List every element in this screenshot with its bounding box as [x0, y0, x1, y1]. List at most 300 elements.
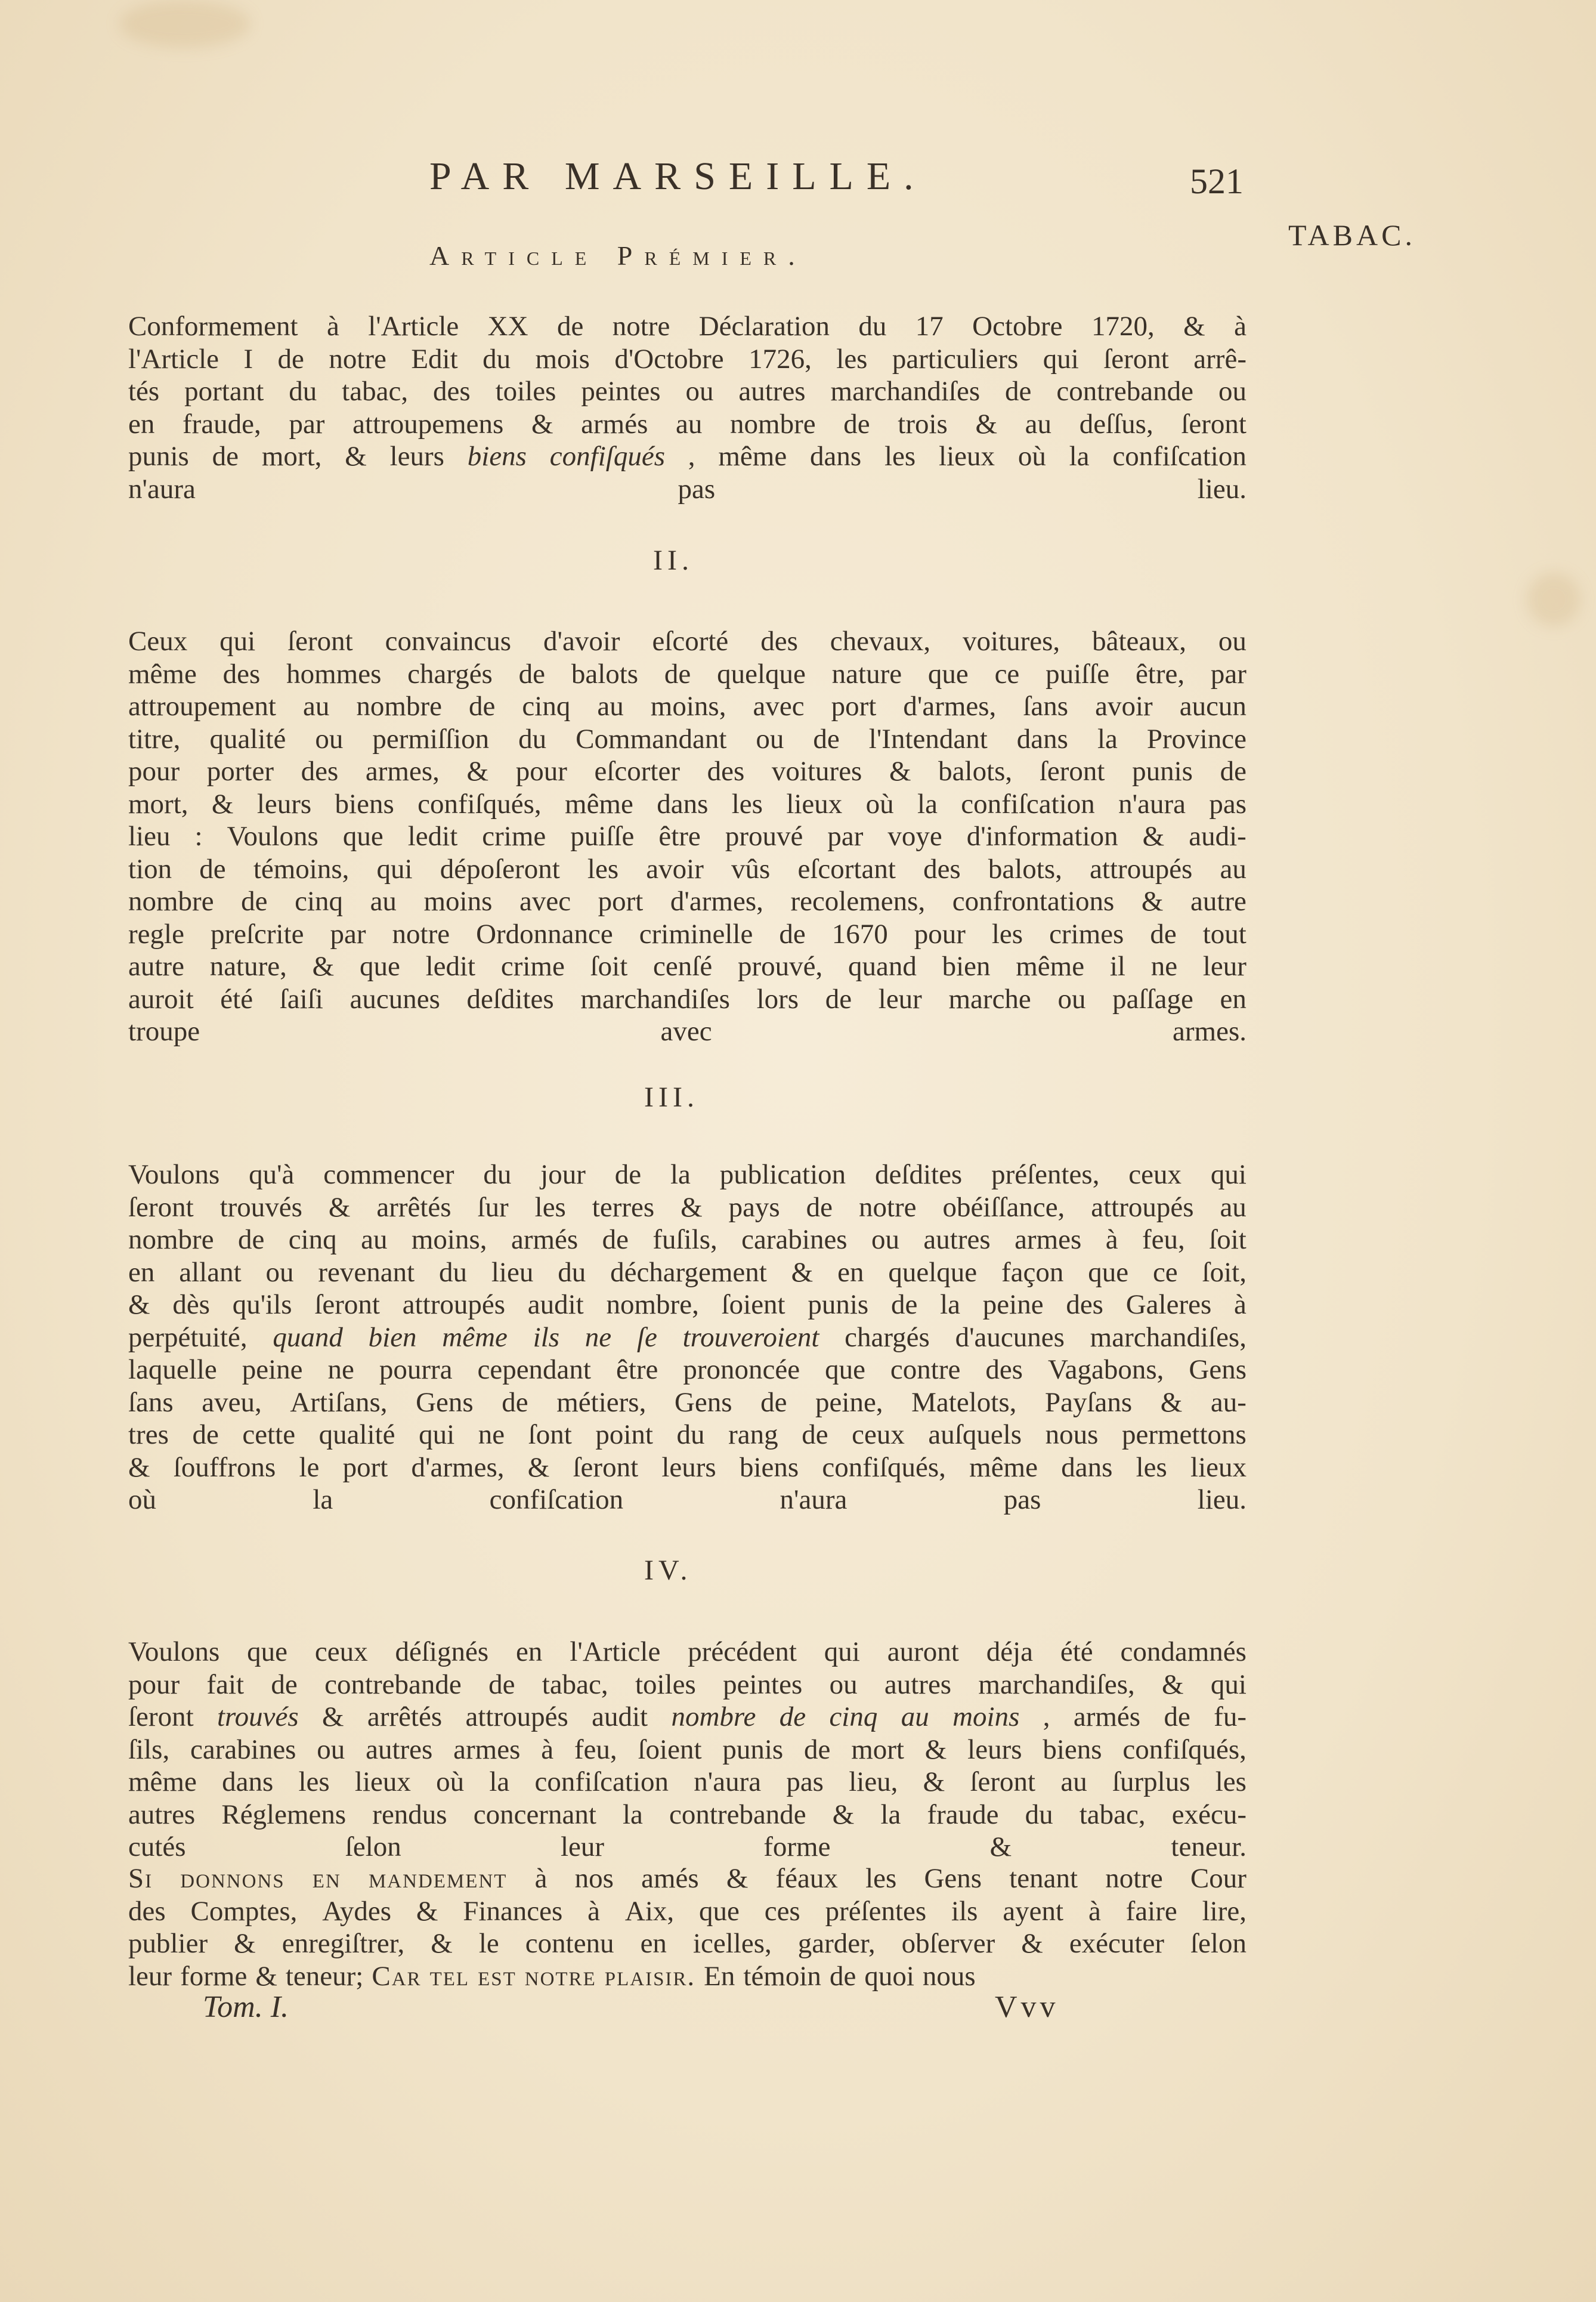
word: vûs [731, 853, 771, 885]
word: de [806, 1191, 833, 1223]
word: crimes [1049, 918, 1124, 950]
word: deſdites [466, 983, 554, 1015]
text-segment: nombre [671, 1701, 756, 1732]
text-segment: trouvés [217, 1701, 299, 1732]
word: prononcée [683, 1354, 800, 1385]
word: autres [738, 376, 806, 407]
word: Ordonnance [476, 918, 613, 950]
word: contre [890, 1354, 961, 1385]
word: leurs [661, 1451, 716, 1483]
word: de [192, 1419, 219, 1450]
text-segment: moins [952, 1701, 1020, 1732]
word: autres [128, 1799, 196, 1830]
word: biens [335, 788, 394, 820]
word: ledit [407, 821, 458, 852]
word: du [439, 1256, 468, 1288]
word: commencer [323, 1159, 454, 1190]
word: obéiſſance, [942, 1191, 1065, 1223]
text-line [128, 375, 1247, 408]
word: lieu, [849, 1766, 898, 1797]
text-segment: Cour [1190, 1863, 1247, 1894]
word: de [199, 853, 226, 885]
text-line [128, 1960, 1247, 1993]
word: ce [1152, 1256, 1178, 1288]
word: de [802, 1419, 828, 1450]
word: tout [1202, 918, 1247, 950]
word: marchandiſes [830, 376, 981, 407]
word: puiſſe [570, 821, 635, 852]
word: & [431, 1928, 453, 1959]
word: de [271, 1668, 298, 1700]
word: Gens [416, 1386, 474, 1418]
word: publication [719, 1159, 846, 1190]
word: exécuter [1069, 1928, 1164, 1959]
text-segment: dans [810, 441, 862, 472]
word: feu, [1142, 1224, 1185, 1255]
word: des [128, 1895, 166, 1927]
word: confiſcation [961, 788, 1095, 820]
word: allant [179, 1256, 242, 1288]
word: criminelle [639, 918, 753, 950]
text-segment: & [321, 1701, 344, 1732]
word: toiles [495, 376, 556, 407]
text-line [128, 1158, 1247, 1191]
word: balots [571, 658, 639, 690]
word: même [1016, 951, 1085, 982]
word: en [1220, 983, 1247, 1015]
text-segment: les [884, 441, 916, 472]
word: ſelon [1190, 1928, 1247, 1959]
word: des [433, 376, 471, 407]
text-line [128, 950, 1247, 983]
word: voitures [771, 756, 862, 787]
word: même [128, 1766, 197, 1797]
word: portant [184, 376, 264, 407]
word: auſquels [928, 1419, 1022, 1450]
word: & [466, 756, 489, 787]
word: Commandant [576, 723, 727, 755]
text-segment: audit [592, 1701, 648, 1732]
word: autre [128, 951, 184, 982]
word: les [298, 1766, 330, 1797]
word: d'avoir [543, 626, 620, 657]
text-segment: nos [574, 1863, 614, 1894]
word: hommes [286, 658, 382, 690]
word: en [128, 408, 155, 440]
word: bien [942, 951, 991, 982]
word: tés [128, 376, 160, 407]
text-segment: Gens [924, 1863, 982, 1894]
text-line [128, 755, 1247, 788]
word: fraude, [183, 408, 261, 440]
text-line [128, 1927, 1247, 1960]
word: ne [327, 1354, 354, 1385]
article-paragraph [128, 625, 1247, 1048]
word: Réglemens [221, 1799, 347, 1830]
word: ſoient [721, 1289, 785, 1320]
text-segment: cinq [829, 1701, 878, 1732]
word: confiſqués, [822, 1451, 946, 1483]
word: ceux [852, 1419, 905, 1450]
word: ledit [425, 951, 476, 982]
word: lors [756, 983, 799, 1015]
word: ou [756, 723, 784, 755]
word: confrontations [952, 886, 1115, 917]
word: la [917, 788, 938, 820]
text-line [128, 658, 1247, 691]
footer-signature-mark: Vvv [995, 1990, 1059, 2024]
word: : [194, 821, 203, 852]
text-segment: même [718, 441, 787, 472]
word: en [128, 1256, 155, 1288]
word: de [1220, 756, 1247, 787]
word: leur [878, 983, 922, 1015]
word: que [1088, 1256, 1129, 1288]
word: porter [206, 756, 274, 787]
word: pas [1209, 788, 1247, 820]
word: audi- [1189, 821, 1247, 852]
text-line [128, 690, 1247, 723]
word: quelque [717, 658, 806, 690]
word: pour [914, 918, 966, 950]
word: qui [419, 1419, 455, 1450]
text-line [128, 723, 1247, 756]
word: tion [128, 853, 172, 885]
word: façon [1001, 1256, 1064, 1288]
text-line [128, 885, 1247, 918]
word: contrebande [1056, 376, 1194, 407]
word: de [843, 408, 870, 440]
word: de [664, 658, 691, 690]
word: de [488, 1668, 515, 1700]
word: nombre [128, 1224, 214, 1255]
word: confiſcation [534, 1766, 669, 1797]
text-line [128, 983, 1247, 1016]
word: & [923, 1766, 945, 1797]
word: de [1150, 918, 1177, 950]
word: feu, [574, 1734, 617, 1765]
word: ou [1218, 626, 1247, 657]
word: dans [1016, 723, 1068, 755]
text-segment: confiſqués [549, 441, 665, 472]
word: ſoient [638, 1734, 702, 1765]
word: condamnés [1120, 1636, 1247, 1667]
word: à [1234, 1289, 1247, 1320]
word: ſoit, [1202, 1256, 1247, 1288]
word: & [889, 756, 911, 787]
text-segment: chargés [845, 1321, 930, 1353]
word: de [779, 918, 806, 950]
word: de [277, 343, 304, 375]
word: attroupés [402, 1289, 506, 1320]
word: des [760, 626, 798, 657]
word: prouvé, [737, 951, 823, 982]
word: pas [786, 1766, 824, 1797]
word: ſeront [1103, 343, 1169, 375]
text-segment: donnons [180, 1863, 285, 1894]
text-segment: marchandiſes, [1090, 1321, 1247, 1353]
text-segment: en [312, 1863, 341, 1894]
word: contrebande [669, 1799, 806, 1830]
word: ſeront [1039, 756, 1105, 787]
word: & [1021, 1928, 1043, 1959]
text-line [128, 918, 1247, 951]
word: des [1066, 1289, 1103, 1320]
word: balots, [938, 756, 1013, 787]
word: Ceux [128, 626, 188, 657]
word: toiles [635, 1668, 696, 1700]
word: garder, [797, 1928, 876, 1959]
text-segment: tenant [1009, 1863, 1078, 1894]
word: que [359, 951, 400, 982]
running-head: PAR MARSEILLE. [429, 155, 927, 198]
text-line [128, 408, 1247, 441]
paper-stain [1527, 573, 1580, 626]
word: moins [423, 886, 493, 917]
word: à [1234, 311, 1247, 342]
word: autre [1190, 886, 1247, 917]
word: de [502, 1386, 528, 1418]
text-line [128, 820, 1247, 853]
word: & [924, 1734, 947, 1765]
word: port [598, 886, 644, 917]
word: pour [128, 756, 180, 787]
word: les [587, 853, 619, 885]
word: rendus [372, 1799, 447, 1830]
word: & [791, 1256, 814, 1288]
word: & [832, 1799, 855, 1830]
word: au [676, 408, 703, 440]
text-line: cutés ſelon leur forme & teneur. [128, 1831, 1247, 1862]
text-segment: ils [533, 1321, 560, 1353]
word: & [681, 1191, 703, 1223]
word: Comptes, [190, 1895, 298, 1927]
text-segment: leur [128, 1960, 172, 1992]
word: & [416, 1895, 438, 1927]
word: des [985, 1354, 1023, 1385]
word: être, [1135, 658, 1185, 690]
word: ils [951, 1895, 978, 1927]
word: ſeront [287, 626, 353, 657]
word: faire [1125, 1895, 1177, 1927]
word: été [220, 983, 253, 1015]
word: attroupés [1090, 853, 1193, 885]
word: & [234, 1928, 256, 1959]
word: & [531, 408, 553, 440]
text-segment: biens [467, 441, 527, 472]
article-paragraph [128, 1862, 1247, 1992]
word: que [247, 1636, 287, 1667]
word: dans [657, 788, 709, 820]
text-line [128, 1354, 1247, 1386]
word: avoir [646, 853, 704, 885]
text-line [128, 343, 1247, 376]
word: Gens [1189, 1354, 1247, 1385]
text-segment: de [1164, 1701, 1190, 1732]
word: de [237, 1224, 265, 1255]
article-heading: IV. [644, 1555, 692, 1586]
word: ſouffrons [173, 1451, 276, 1483]
text-segment: au [901, 1701, 929, 1732]
word: punis [722, 1734, 784, 1765]
word: même [969, 1451, 1038, 1483]
word: ne [1150, 951, 1178, 982]
word: il [1109, 951, 1125, 982]
word: mort [851, 1734, 904, 1765]
word: attroupemens [352, 408, 504, 440]
word: aveu, [202, 1386, 262, 1418]
text-segment: trouveroient [682, 1321, 819, 1353]
word: de [890, 1289, 918, 1320]
word: ou [265, 1256, 294, 1288]
word: n'aura [694, 1766, 762, 1797]
word: de [825, 983, 852, 1015]
word: preſcrite [210, 918, 304, 950]
word: du [858, 311, 887, 342]
word: ſans [1023, 691, 1069, 722]
text-segment: nous [922, 1960, 976, 1992]
word: Aix, [624, 1895, 675, 1927]
word: eſcorté [652, 626, 729, 657]
word: où [436, 1766, 465, 1797]
text-line [128, 1636, 1247, 1668]
word: ſils, [128, 1734, 170, 1765]
word: qui [376, 853, 413, 885]
word: au [303, 691, 330, 722]
word: ou [685, 376, 714, 407]
text-segment: de [212, 441, 239, 472]
word: & [1142, 821, 1165, 852]
text-segment: quand [273, 1321, 343, 1353]
text-line [128, 1386, 1247, 1419]
text-segment: à [534, 1863, 548, 1894]
word: des [222, 658, 261, 690]
word: particuliers [892, 343, 1019, 375]
text-segment: leurs [389, 441, 444, 472]
word: Artiſans, [290, 1386, 388, 1418]
word: trouvés [219, 1191, 302, 1223]
word: qui [219, 626, 256, 657]
word: ces [764, 1895, 800, 1927]
word: préſentes, [991, 1159, 1100, 1190]
word: déja [986, 1636, 1033, 1667]
word: moins, [411, 1224, 487, 1255]
word: d'armes, [411, 1451, 505, 1483]
word: à [541, 1734, 554, 1765]
text-line [128, 1701, 1247, 1734]
word: dépoſeront [440, 853, 560, 885]
word: Matelots, [911, 1386, 1017, 1418]
word: la [1097, 723, 1118, 755]
word: tabac, [342, 376, 409, 407]
text-segment: notre [524, 1960, 596, 1992]
text-segment: la [1069, 441, 1090, 472]
word: d'Octobre [614, 343, 724, 375]
word: cependant [477, 1354, 591, 1385]
text-line [128, 1766, 1247, 1799]
word: de [556, 311, 584, 342]
word: les [836, 343, 868, 375]
text-segment: ſeront [128, 1701, 194, 1732]
word: Galeres [1125, 1289, 1212, 1320]
article-title: Article Prémier. [429, 240, 807, 271]
word: mort, [128, 788, 188, 820]
word: ſans [128, 1386, 174, 1418]
word: ſurplus [1112, 1766, 1190, 1797]
text-segment: & [255, 1960, 277, 1992]
word: même [565, 788, 633, 820]
word: & [1160, 1386, 1183, 1418]
word: déſignés [395, 1636, 489, 1667]
word: Déclaration [698, 311, 830, 342]
text-line [128, 788, 1247, 821]
text-line [128, 440, 1247, 473]
word: à [587, 1895, 601, 1927]
text-segment: bien [368, 1321, 417, 1353]
text-segment: attroupés [465, 1701, 568, 1732]
word: voye [887, 821, 942, 852]
word: ceux [1128, 1159, 1182, 1190]
word: Voulons [227, 821, 318, 852]
word: de [614, 1159, 642, 1190]
word: déchargement [610, 1256, 767, 1288]
word: été [1060, 1636, 1093, 1667]
word: pour [515, 756, 567, 787]
text-segment: forme [180, 1960, 248, 1992]
word: aucunes [349, 983, 440, 1015]
text-segment: d'aucunes [955, 1321, 1065, 1353]
word: peine [242, 1354, 303, 1385]
word: regle [128, 918, 184, 950]
word: ayent [1003, 1895, 1064, 1927]
article-paragraph [128, 1158, 1247, 1516]
word: crime [500, 951, 565, 982]
word: peine [982, 1289, 1044, 1320]
word: ſur [477, 1191, 509, 1223]
word: concernant [473, 1799, 596, 1830]
text-segment: de [779, 1701, 806, 1732]
word: leur [1202, 951, 1247, 982]
word: les [731, 788, 763, 820]
word: Conformement [128, 311, 298, 342]
word: terres [592, 1191, 655, 1223]
word: ſeront [128, 1191, 194, 1223]
word: nature [831, 658, 902, 690]
text-segment: Car [372, 1960, 422, 1992]
word: & [1141, 886, 1164, 917]
word: eſcorter [594, 756, 681, 787]
word: & [128, 1289, 150, 1320]
word: ſeront [573, 1451, 639, 1483]
word: qui [1043, 343, 1079, 375]
text-segment: tel [429, 1960, 470, 1992]
text-line [128, 1451, 1247, 1484]
word: en [837, 1256, 864, 1288]
text-segment: où [1017, 441, 1046, 472]
word: armés [581, 408, 648, 440]
text-segment: arrêtés [367, 1701, 443, 1732]
word: la [622, 1799, 643, 1830]
word: obſerver [901, 1928, 995, 1959]
word: voitures, [963, 626, 1060, 657]
word: cinq [288, 1224, 337, 1255]
word: lieu [491, 1256, 534, 1288]
word: préſentes [825, 1895, 927, 1927]
word: la [489, 1766, 510, 1797]
word: armes, [365, 756, 440, 787]
word: punis [1132, 756, 1193, 787]
word: métiers, [556, 1386, 647, 1418]
